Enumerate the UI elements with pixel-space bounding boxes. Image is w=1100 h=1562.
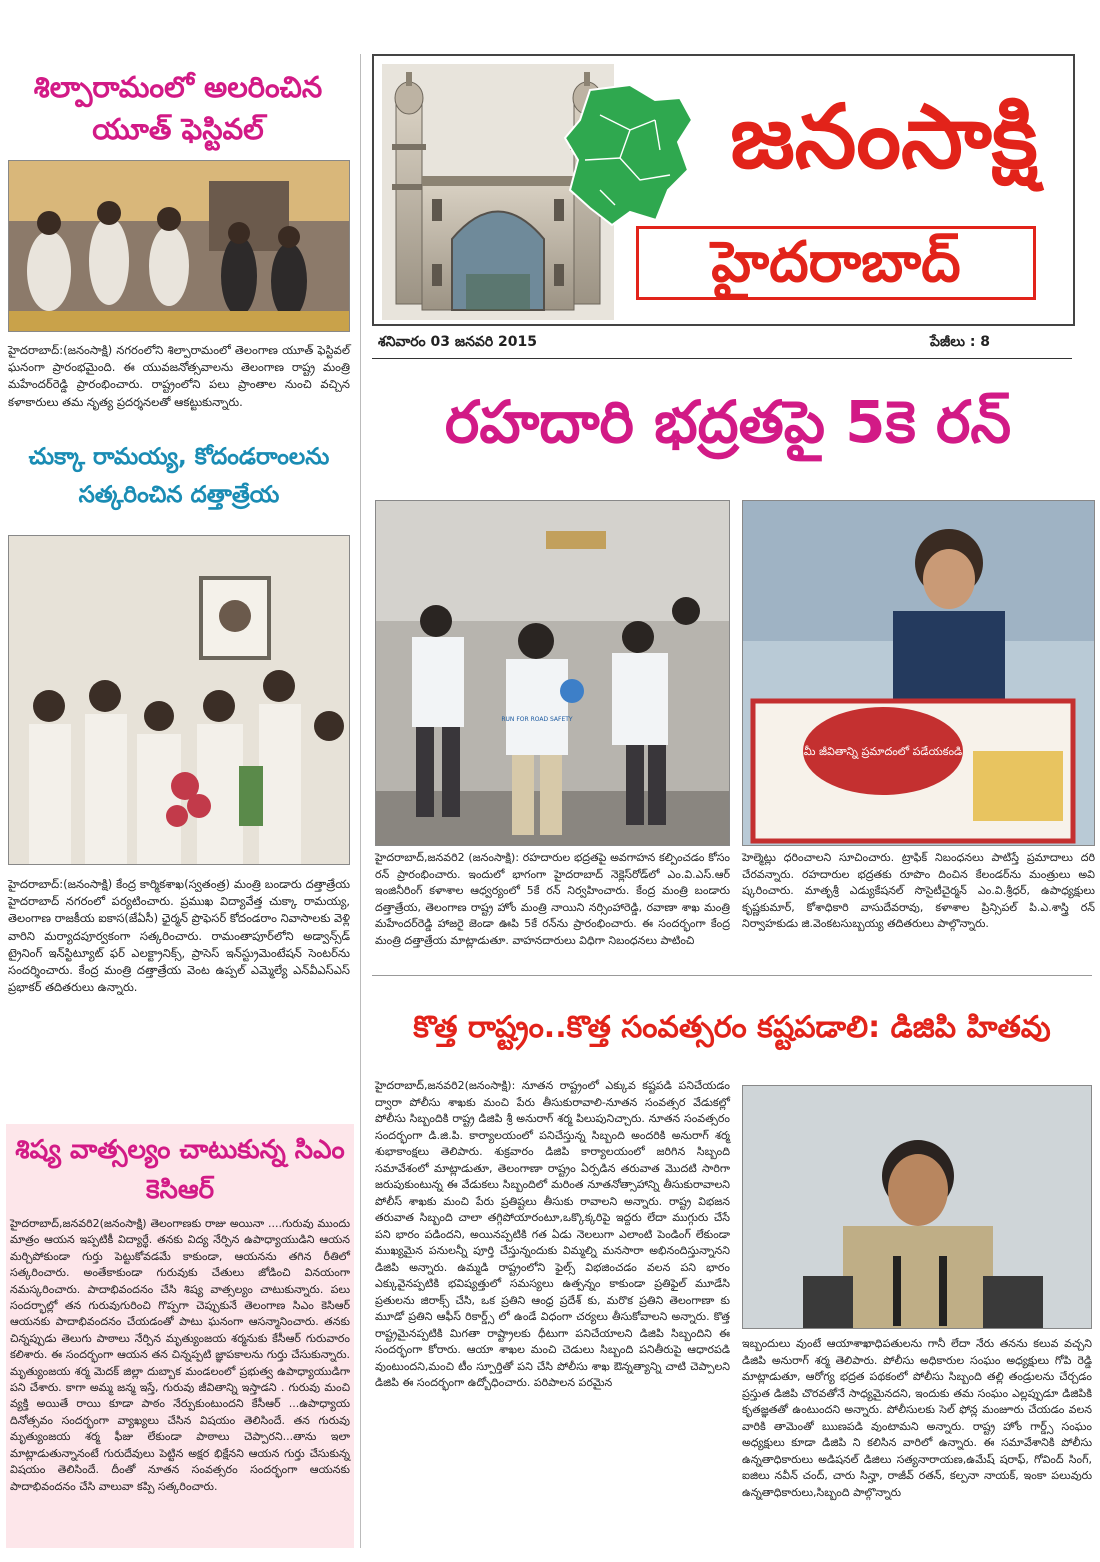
- youth-festival-scene: [9, 161, 350, 332]
- telangana-map-icon: [560, 80, 700, 230]
- lead-caption-1: హైదరాబాద్,జనవరి2 (జనంసాక్షి): రహదారుల భద్రతపై అవగాహన కల్పించడం కోసం రన్ ప్రారంభించారు. ఇందులో భాగంగా హైదరాబాద్ నెక్లెస్‌రోడ్‌లో ఎం.వి.ఎస్.ఆర్ ఇంజినీరింగ్ కళాశాల ఆధ్వర్యంలో 5కే రన్ నిర్వహించారు. కేంద్ర మంత్రి బండారు దత్తాత్రేయ, తెలంగాణ రాష్ట్ర హోం మంత్రి నాయిని నర్సింహారెడ్డి, రవాణా శాఖ మంత్రి మహేందర్‌రెడ్డి హాజరై జెండా ఊపి 5కే రన్‌ను ప్రారంభించారు. ఈ సందర్భంగా కేంద్ర మంత్రి దత్తాత్రేయ మాట్లాడుతూ. వాహనదారులు విధిగా నిబంధనలు పాటించి: [375, 851, 730, 947]
- dgp-body-left: హైదరాబాద్,జనవరి2(జనంసాక్షి): నూతన రాష్ట్రంలో ఎక్కువ కష్టపడి పనిచేయడం ద్వారా పోలీసు శాఖకు మంచి పేరు తీసుకురావాలి-నూతన సంవత్సర వేడుకల్లో పోలీసు సిబ్బందికి రాష్ట్ర డిజిపి శ్రీ అనురాగ్ శర్మ పిలుపునిచ్చారు. నూతన సంవత్సరం సందర్భంగా డి.జి.పి. కార్యాలయంలో పనిచేస్తున్న సిబ్బంది అందరికి అనురాగ్ శర్మ శుభాకాంక్షలు తెలిపారు. శుక్రవారం డిజిపి కార్యాలయంలో జరిగిన సిబ్బంది సమావేశంలో మాట్లాడుతూ, తెలంగాణా రాష్ట్రం ఏర్పడిన తరువాత మొదటి సారిగా జరుపుకుంటున్న ఈ వేడుకలు సిబ్బందిలో మరింత నూతనోత్సాహాన్ని తీసుకురావాలని పోలీస్ శాఖకు మంచి పేరు ప్రతిష్టలు తీసుకు రావాలని అన్నారు. రాష్ట్ర విభజన తరువాత సిబ్బంది చాలా తగ్గిపోయారంటూ,ఒక్కొక్కరిపై ఇద్దరు లేదా ముగ్గురు చేసే పని భారం పడిందని, అయినప్పటికి గత ఏడు నెలలుగా ఎలాంటి పెండింగ్ లేకుండా ముఖ్యమైన పనులన్నీ పూర్తి చేస్తున్నందుకు విమ్మల్ని మనసారా అభినందిస్తున్నానని డిజిపి అన్నారు. ఉమ్మడి రాష్ట్రంలోని ఫైల్స్ విభజించడం వలన పని భారం ఎక్కువైనప్పటికి భవిష్యత్తులో సమస్యలు ఉత్పన్నం కాకుండా ప్రతిఫైల్ మూడేసి ప్రతులను జిరాక్స్ చేసి, ఒక ప్రతిని ఆంధ్ర ప్రదేశ్ కు, మరొక ప్రతిని తెలంగాణా కు మూడో ప్రతిని ఆఫీస్ రికార్డ్స్ లో ఉండే విధంగా చర్యలు తీసుకోవాలని అన్నారు. కొత్త రాష్ట్రమైనప్పటికి మిగతా రాష్ట్రాలకు ధీటుగా పనిచేయాలని డిజిపి సిబ్బందిని ఈ సందర్భంగా కోరారు. ఆయా శాఖల మంచి చెడులు సిబ్బంది పనితీరుపై ఆధారపడి వుంటుందని,మంచి టీం స్పూర్తితో పని చేసి పోలీసు శాఖ ఔన్నత్యాన్ని చాటి చెప్పాలని డిజిపి ఈ సందర్భంగా ఉద్బోధించారు. పరిపాలన పరమైన: [375, 1079, 730, 1389]
- story2-body: హైదరాబాద్:(జనంసాక్షి) కేంద్ర కార్మికశాఖ(స్వతంత్ర) మంత్రి బండారు దత్తాత్రేయ హైదరాబాద్ నగరంలో పర్యటించారు. ప్రముఖ విద్యావేత్త చుక్కా రామయ్య, తెలంగాణ రాజకీయ ఐకాస(జేఏసీ) ఛైర్మన్ ప్రొఫెసర్ కోదండరాం నివాసాలకు వెళ్లి వారిని మర్యాదపూర్వకంగా సత్కరించారు. రామంతాపూర్‌లోని అడ్వాన్స్‌డ్ ట్రైనింగ్ ఇన్‌స్టిట్యూట్ ఫర్ ఎలక్ట్రానిక్స్, ప్రాసెస్ ఇన్‌స్ట్రుమెంటేషన్ సెంటర్‌ను సందర్శించారు. కేంద్ర మంత్రి దత్తాత్రేయ వెంట ఉప్పల్ ఎమ్మెల్యే ఎన్‌వీఎస్‌ఎస్ ప్రభాకర్ తదితరులు ఉన్నారు.: [8, 877, 350, 995]
- dgp-scene: [743, 1086, 1092, 1329]
- story2-headline: చుక్కా రామయ్య, కోదండరాంలను సత్కరించిన దత్తాత్రేయ: [28, 444, 330, 508]
- brand-name: జనంసాక్షి: [730, 85, 1038, 188]
- section-rule: [372, 975, 1092, 976]
- dattatreya-scene: [9, 536, 350, 865]
- story3-headline: శిష్య వాత్సల్యం చాటుకున్న సిఎం కెసిఆర్: [15, 1135, 345, 1205]
- lead-caption-2: హెల్మెట్లు ధరించాలని సూచించారు. ట్రాఫిక్ నిబంధనలు పాటిస్తే ప్రమాదాలు దరి చేరవన్నారు. రహదారుల భద్రతకు రూపొం దించిన కేలండర్‌ను మంత్రులు అవి ష్కరించారు. మాతృశ్రీ ఎడ్యుకేషనల్ సొసైటీచైర్మన్ ఎం.వి.శ్రీధర్, ఉపాధ్యక్షులు కృష్ణకుమార్, కోశాధికారి వాసుదేవరావు, కళాశాల ప్రిన్సిపల్ పి.ఎ.శాస్త్రి రన్ నిర్వాహకుడు జి.వెంకటసుబ్బయ్య తదితరులు పాల్గొన్నారు.: [742, 851, 1095, 931]
- lead-headline: రహదారి భద్రతపై 5కె రన్: [444, 388, 1012, 456]
- youth-festival-photo: [8, 160, 350, 332]
- story3-body: హైదరాబాద్,జనవరి2(జనంసాక్షి) తెలంగాణకు రాజు అయినా ....గురువు ముందు మాత్రం ఆయన ఇప్పటికీ విద్యార్థే. తనకు విద్య నేర్పిన ఉపాధ్యాయుడిని ఆయన మర్చిపోకుండా గుర్తు పెట్టుకోవడమే కాకుండా, ఆయనను తగిన రీతిలో సత్కరించారు. అంతేకాకుండా గురువుకు చేతులు జోడించి వినయంగా నమస్కరించారు. పాదాభివందనం చేసి శిష్య వాత్సల్యం చాటుకున్నారు. పలు సందర్భాల్లో తన గురువుగురించి గొప్పగా చెప్పుకునే తెలంగాణ సిఎం కెసిఆర్ ఆయనకు పాదాభివందనం చేయడంతో పాటు ఘనంగా ఆసన్మానించారు. తనకు చిన్నప్పుడు తెలుగు పాఠాలు నేర్పిన మృత్యుంజయ శర్మనుకు కేసీఆర్ గురువారం కలిశారు. ఈ సందర్భంగా ఆయన తన చిన్నప్పటి జ్ఞాపకాలను గుర్తు చేసుకున్నారు. మృత్యుంజయ శర్మ మెదక్ జిల్లా దుబ్బాక మండలంలో ప్రభుత్వ ఉపాధ్యాయుడిగా పని చేశారు. కాగా అమ్మ జన్మ ఇస్తే, గురువు జీవితాన్ని ఇస్తాడని . గురువు మంచి వ్యక్తి అయితే రాయి కూడా పాఠం నేర్పుకుంటుందని కేసీఆర్ ...ఉపాధ్యాయ దినోత్సవం సందర్భంగా వ్యాఖ్యలు చేసిన విషయం తెలిసిందే. తన గురువు మృత్యుంజయ శర్మ ఫీజు లేకుండా పాఠాలు చెప్పారని...తాను ఇలా మాట్లాడుతున్నానంటే గురుదేవులు పెట్టిన అక్షర భిక్షేనని ఆయన గుర్తు చేసుకున్న విషయం తెలిసిందే. దీంతో నూతన సంవత్సరం సందర్భంగా ఆయనకు పాదాభివందనం చేసి వాలువా కప్పి సత్కరించారు.: [10, 1217, 350, 1493]
- story3-box: [6, 1124, 354, 1548]
- dgp-body-right: ఇబ్బందులు వుంటే ఆయాశాఖాధిపతులను గానీ లేదా నేరు తనను కలువ వచ్చని డిజిపి అనురాగ్ శర్మ తెలిపారు. పోలీసు అధికారుల సంఘం అధ్యక్షులు గోపి రెడ్డి మాట్లాడుతూ, ఆరోగ్య భద్రత పథకంలో పోలీసు సిబ్బంది తల్లి తండ్రులను చేర్చడం ప్రస్తుత డిజిపి చొరవతోనే సాధ్యమైనదని, ఇందుకు తమ సంఘం ఎల్లప్పుడూ డిజిపికి కృతజ్ఞతతో ఉంటుందని అన్నారు. పోలీసులకు సెల్ ఫోన్ల మంజూరు చేయడం వలన వారికి తామెంతో ఋణపడి వుంటామని అన్నారు. రాష్ట్ర హోం గార్డ్స్ సంఘం అధ్యక్షులు కూడా డిజిపి ని కలిసిన వారిలో ఉన్నారు. ఈ సమావేశానికి పోలీసు ఉన్నతాధికారులు అడిషనల్ డిజిలు సత్యనారాయణ,ఉమేష్ షరాఫ్, గోవింద్ సింగ్, ఐజిలు నవీన్ చంద్, చారు సిన్హా, రాజీవ్ రతన్, కల్పనా నాయక్, ఇంకా పలువురు ఉన్నతాధికారులు,సిబ్బంది పాల్గొన్నారు: [742, 1337, 1092, 1499]
- poster-text: మీ జీవితాన్ని ప్రమాదంలో పడేయకండి: [803, 745, 963, 758]
- page-count: పేజీలు : 8: [930, 334, 991, 350]
- story1-body: హైదరాబాద్:(జనంసాక్షి) నగరంలోని శిల్పారామంలో తెలంగాణ యూత్ ఫెస్టివల్ ఘనంగా ప్రారంభమైంది. ఈ యువజనోత్సవాలను తెలంగాణ రాష్ట్ర మంత్రి మహేందర్‌రెడ్డి ప్రారంభించారు. రాష్ట్రంలోని పలు ప్రాంతాల నుంచి వచ్చిన కళాకారులు తమ నృత్య ప్రదర్శనలతో ఆకట్టుకున్నారు.: [8, 343, 350, 409]
- dattatreya-photo: [8, 535, 350, 865]
- edition-banner: [636, 226, 1036, 300]
- runners-scene: [376, 501, 730, 846]
- masthead: [372, 54, 1075, 326]
- shirt-text: RUN FOR ROAD SAFETY: [501, 716, 573, 723]
- edition-name: హైదరాబాద్: [711, 230, 961, 295]
- column-divider: [360, 54, 361, 1548]
- issue-date: శనివారం 03 జనవరి 2015: [378, 334, 537, 350]
- student-poster-scene: [743, 501, 1095, 846]
- story1-headline: శిల్పారామంలో అలరించిన యూత్ ఫెస్టివల్: [33, 70, 323, 146]
- runners-photo: [375, 500, 730, 846]
- student-poster-photo: [742, 500, 1095, 846]
- dgp-photo: [742, 1085, 1092, 1329]
- masthead-rule: [372, 358, 1072, 359]
- dgp-headline: కొత్త రాష్ట్రం..కొత్త సంవత్సరం కష్టపడాలి: డిజిపి హితవు: [413, 1010, 1051, 1045]
